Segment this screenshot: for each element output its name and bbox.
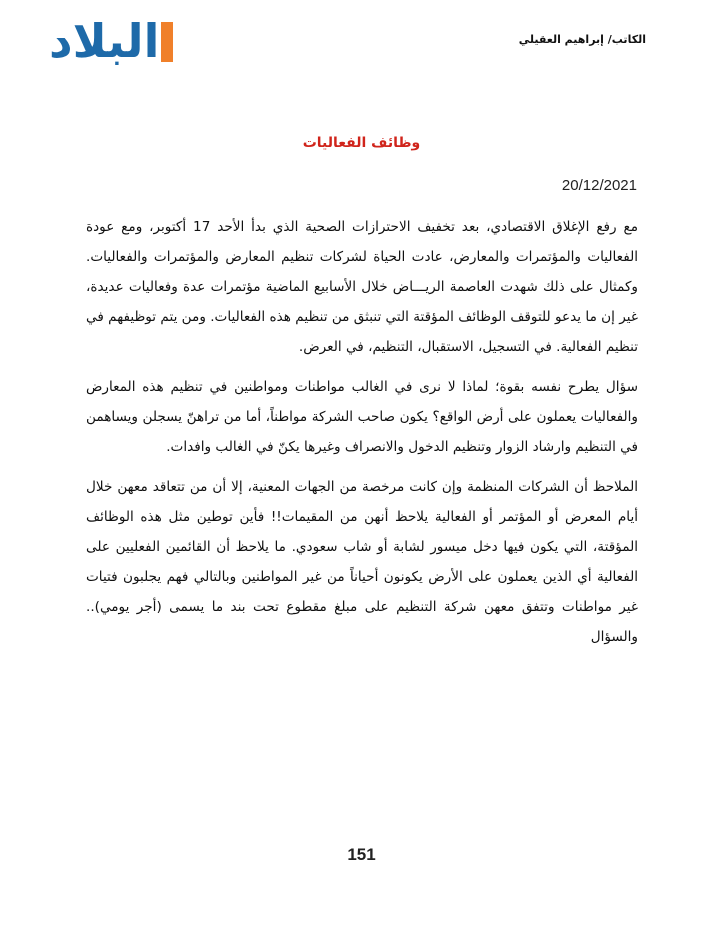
logo-tagline: ALBILAD bbox=[274, 14, 282, 48]
paragraph-2: سؤال يطرح نفسه بقوة؛ لماذا لا نرى في الغالب مواطنات ومواطنين في تنظيم هذه المعارض والفعاليات يعملون على أرض الواقع؟ يكون صاحب الشركة مواطناً، أما من تراهنّ يسجلن ويساهمن في التنظيم وارشاد الزوار وتنظيم الدخول والانصراف وغيرها يكنّ في الغالب وافدات. bbox=[86, 379, 638, 455]
page-number: 151 bbox=[347, 845, 376, 864]
logo-wordmark: البلاد bbox=[49, 14, 160, 68]
logo-accent-strip bbox=[161, 14, 282, 62]
paragraph-3: الملاحظ أن الشركات المنظمة وإن كانت مرخصة من الجهات المعنية، إلا أن من تتعاقد معهن خلال أيام المعرض أو المؤتمر أو الفعالية يلاحظ أنهن من المقيمات!! فأين توطين مثل هذه الوظائف المؤقتة، التي يكون فيها دخل ميسور لشابة أو شاب سعودي. ما يلاحظ أن القائمين الفعليين على الفعالية أي الذين يعملون على الأرض يكونون أحياناً من غير المواطنين وبالتالي فهم يجلبون فتيات غير مواطنات وتتفق معهن شركة التنظيم على مبلغ مقطوع تحت بند ما يسمى (أجر يومي).. والسؤال bbox=[86, 479, 638, 645]
article-body bbox=[86, 212, 638, 662]
author-line: الكاتب/ إبراهيم العقيلي bbox=[518, 33, 646, 46]
article-date: 20/12/2021 bbox=[561, 177, 637, 194]
article-title: وظائف الفعاليات bbox=[302, 135, 421, 151]
albilad-logo bbox=[49, 14, 282, 68]
paragraph-1: مع رفع الإغلاق الاقتصادي، بعد تخفيف الاحترازات الصحية الذي بدأ الأحد 17 أكتوبر، ومع عودة الفعاليات والمؤتمرات والمعارض، عادت الحياة لشركات تنظيم المعارض والمؤتمرات والفعاليات. وكمثال على ذلك شهدت العاصمة الريـــاض خلال الأسابيع الماضية مؤتمرات عدة وفعاليات عديدة، غير إن ما يدعو للتوقف الوظائف المؤقتة التي تنبثق من تنظيم هذه الفعاليات. ومن يتم توظيفهم في تنظيم الفعالية. في التسجيل، الاستقبال، التنظيم، في العرض. bbox=[86, 219, 638, 355]
